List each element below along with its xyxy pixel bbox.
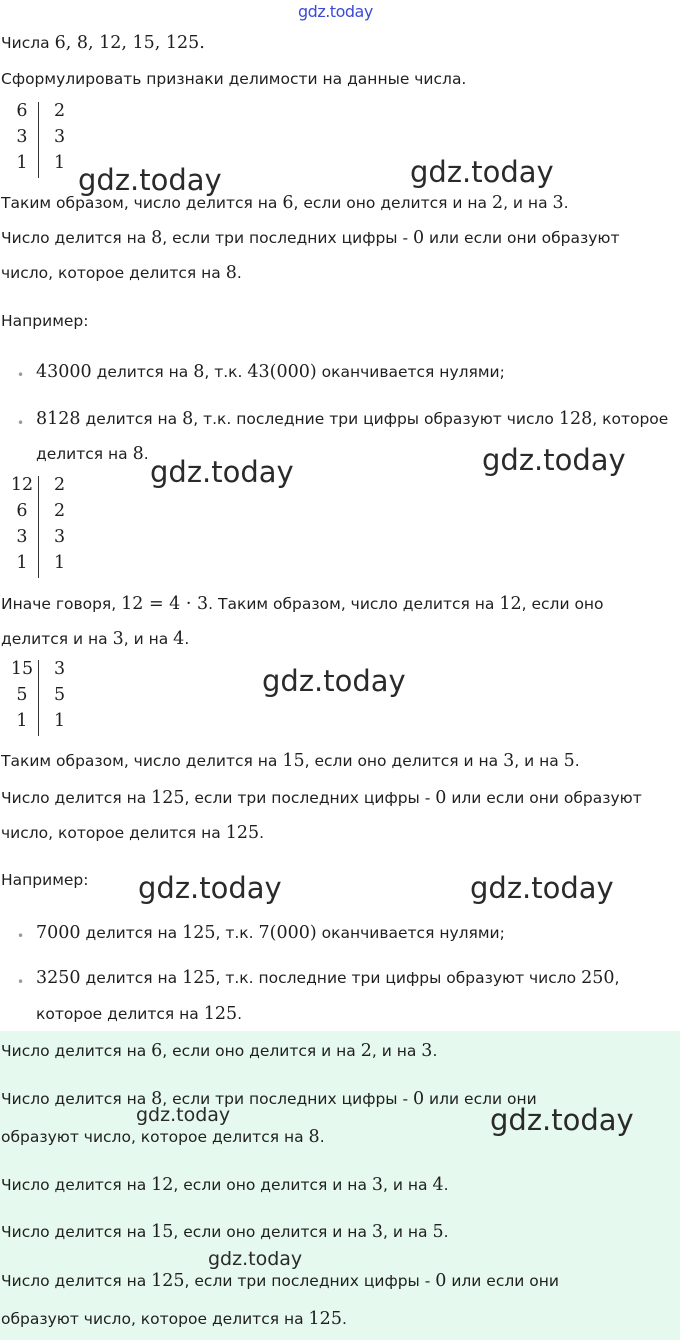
summary-8-line1: Число делится на 8, если три последних цифры - 0 или если они <box>1 1089 537 1109</box>
summary-8-line2: образуют число, которое делится на 8. <box>1 1127 325 1147</box>
summary-125-line2: образуют число, которое делится на 125. <box>1 1309 347 1329</box>
paragraph-125-line1: Число делится на 125, если три последних цифры - 0 или если они образуют <box>1 788 642 808</box>
example-125-item2-line2: которое делится на 125. <box>36 1004 243 1024</box>
watermark: gdz.today <box>470 871 614 905</box>
summary-12: Число делится на 12, если оно делится и на 3, и на 4. <box>1 1175 449 1195</box>
watermark: gdz.today <box>150 455 294 489</box>
watermark: gdz.today <box>410 155 554 189</box>
paragraph-15: Таким образом, число делится на 15, если оно делится и на 3, и на 5. <box>1 751 580 771</box>
example-8-item2-line2: делится на 8. <box>36 444 149 464</box>
watermark: gdz.today <box>262 664 406 698</box>
example-125-item2-line1: 3250 делится на 125, т.к. последние три цифры образуют число 250, <box>36 968 620 988</box>
task-line: Сформулировать признаки делимости на данные числа. <box>1 70 467 88</box>
watermark: gdz.today <box>208 1248 303 1270</box>
bullet: • <box>17 368 25 382</box>
watermark: gdz.today <box>78 163 222 197</box>
numbers-line: Числа 6, 8, 12, 15, 125. <box>1 33 205 53</box>
watermark: gdz.today <box>136 1104 231 1126</box>
example-8-item1: 43000 делится на 8, т.к. 43(000) оканчивается нулями; <box>36 362 505 382</box>
top-watermark: gdz.today <box>298 2 373 21</box>
bullet: • <box>17 975 25 989</box>
paragraph-6: Таким образом, число делится на 6, если оно делится и на 2, и на 3. <box>1 193 569 213</box>
summary-125-line1: Число делится на 125, если три последних цифры - 0 или если они <box>1 1271 559 1291</box>
summary-15: Число делится на 15, если оно делится и на 3, и на 5. <box>1 1222 449 1242</box>
paragraph-12-line2: делится и на 3, и на 4. <box>1 629 190 649</box>
summary-6: Число делится на 6, если оно делится и на 2, и на 3. <box>1 1041 438 1061</box>
watermark: gdz.today <box>138 871 282 905</box>
paragraph-125-line2: число, которое делится на 125. <box>1 823 265 843</box>
example-label: Например: <box>1 312 89 330</box>
bullet: • <box>17 929 25 943</box>
watermark: gdz.today <box>490 1103 634 1137</box>
example-8-item2-line1: 8128 делится на 8, т.к. последние три цифры образуют число 128, которое <box>36 409 669 429</box>
paragraph-8-line2: число, которое делится на 8. <box>1 263 242 283</box>
bullet: • <box>17 416 25 430</box>
example-125-item1: 7000 делится на 125, т.к. 7(000) оканчивается нулями; <box>36 923 505 943</box>
watermark: gdz.today <box>482 443 626 477</box>
paragraph-12-line1: Иначе говоря, 12 = 4 · 3. Таким образом, число делится на 12, если оно <box>1 594 604 614</box>
example-label-2: Например: <box>1 871 89 889</box>
paragraph-8-line1: Число делится на 8, если три последних цифры - 0 или если они образуют <box>1 228 620 248</box>
